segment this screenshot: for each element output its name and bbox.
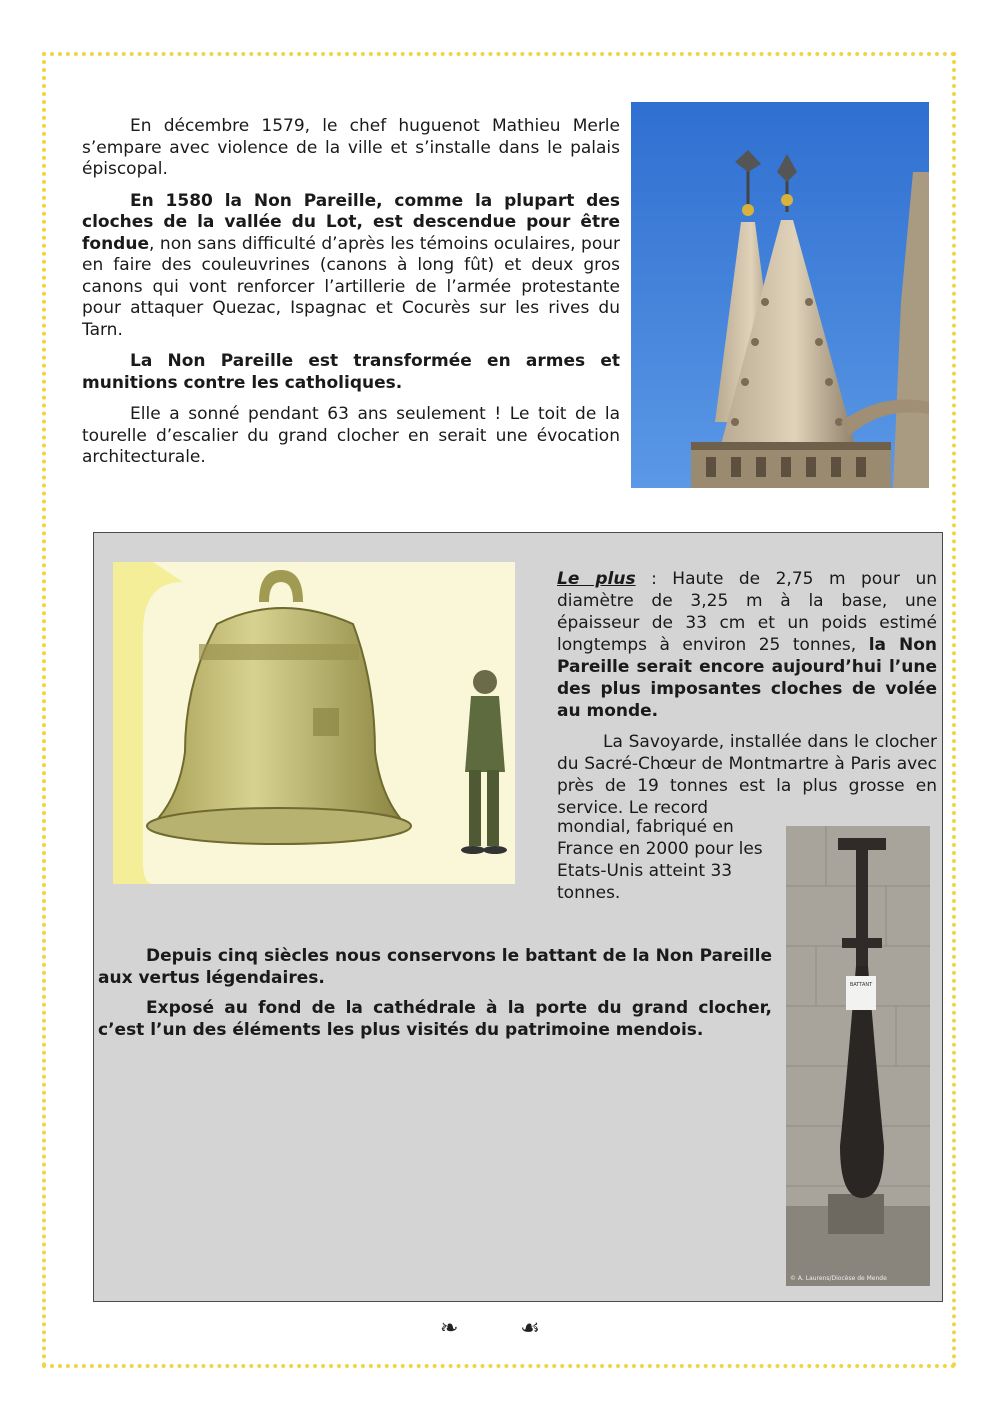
ornament-left: ❧ xyxy=(440,1316,459,1341)
paragraph-expose: Exposé au fond de la cathédrale à la porte du grand clocher, c’est l’un des éléments les plus visités du patrimoine mendois. xyxy=(98,998,772,1040)
le-plus-paragraph xyxy=(557,568,937,722)
tower-spire-illustration xyxy=(631,102,929,488)
end-ornaments xyxy=(440,1316,540,1346)
bell-and-man-illustration xyxy=(113,562,515,884)
paragraph-1580 xyxy=(82,191,620,342)
paragraph-1579: En décembre 1579, le chef huguenot Mathieu Merle s’empare avec violence de la ville et s’installe dans le palais épiscopal. xyxy=(82,116,620,179)
le-plus-bold: la Non Pareille serait encore aujourd’hui l’une des plus imposantes cloches de volée au monde. xyxy=(557,635,938,721)
clapper-text-block xyxy=(98,945,772,1049)
le-plus-label: Le plus xyxy=(557,569,636,589)
clapper-photo xyxy=(786,826,930,1286)
le-plus-text-block xyxy=(557,568,937,828)
le-plus-text: Haute de 2,75 m pour un diamètre de 3,25 m à la base, une épaisseur de 33 cm et un poids estimé longtemps à environ 25 tonnes, xyxy=(557,569,937,655)
clapper-illustration xyxy=(786,826,930,1286)
clapper-label: BATTANT xyxy=(849,982,873,988)
paragraph-1580-bold: En 1580 la Non Pareille, comme la plupart des cloches de la vallée du Lot, est descendue pour être fondue xyxy=(82,190,620,254)
paragraph-battant: Depuis cinq siècles nous conservons le battant de la Non Pareille aux vertus légendaires. xyxy=(98,946,772,988)
record-tail-text: mondial, fabriqué en France en 2000 pour les Etats-Unis atteint 33 tonnes. xyxy=(557,817,763,903)
intro-text-block xyxy=(82,116,620,479)
le-plus-colon: : xyxy=(635,569,673,589)
paragraph-63-ans: Elle a sonné pendant 63 ans seulement ! Le toit de la tourelle d’escalier du grand clocher en serait une évocation architecturale. xyxy=(82,404,620,467)
photo-credit: © A. Laurens/Diocèse de Mende xyxy=(790,1275,887,1282)
savoyarde-paragraph: La Savoyarde, installée dans le clocher du Sacré-Chœur de Montmartre à Paris avec près de 19 tonnes est la plus grosse en service. Le record xyxy=(557,732,937,818)
paragraph-1580-rest: , non sans difficulté d’après les témoins oculaires, pour en faire des couleuvrines (canons à long fût) et deux gros canons qui vont renforcer l’artillerie de l’armée protestante pour attaquer Quezac, Ispagnac et Cocurès sur les rives du Tarn. xyxy=(82,233,620,340)
bell-drawing-image xyxy=(113,562,515,884)
tower-spire-photo xyxy=(631,102,929,488)
ornament-right: ☙ xyxy=(520,1316,540,1341)
paragraph-transformee-bold: La Non Pareille est transformée en armes et munitions contre les catholiques. xyxy=(82,351,620,393)
paragraph-transformee xyxy=(82,351,620,394)
